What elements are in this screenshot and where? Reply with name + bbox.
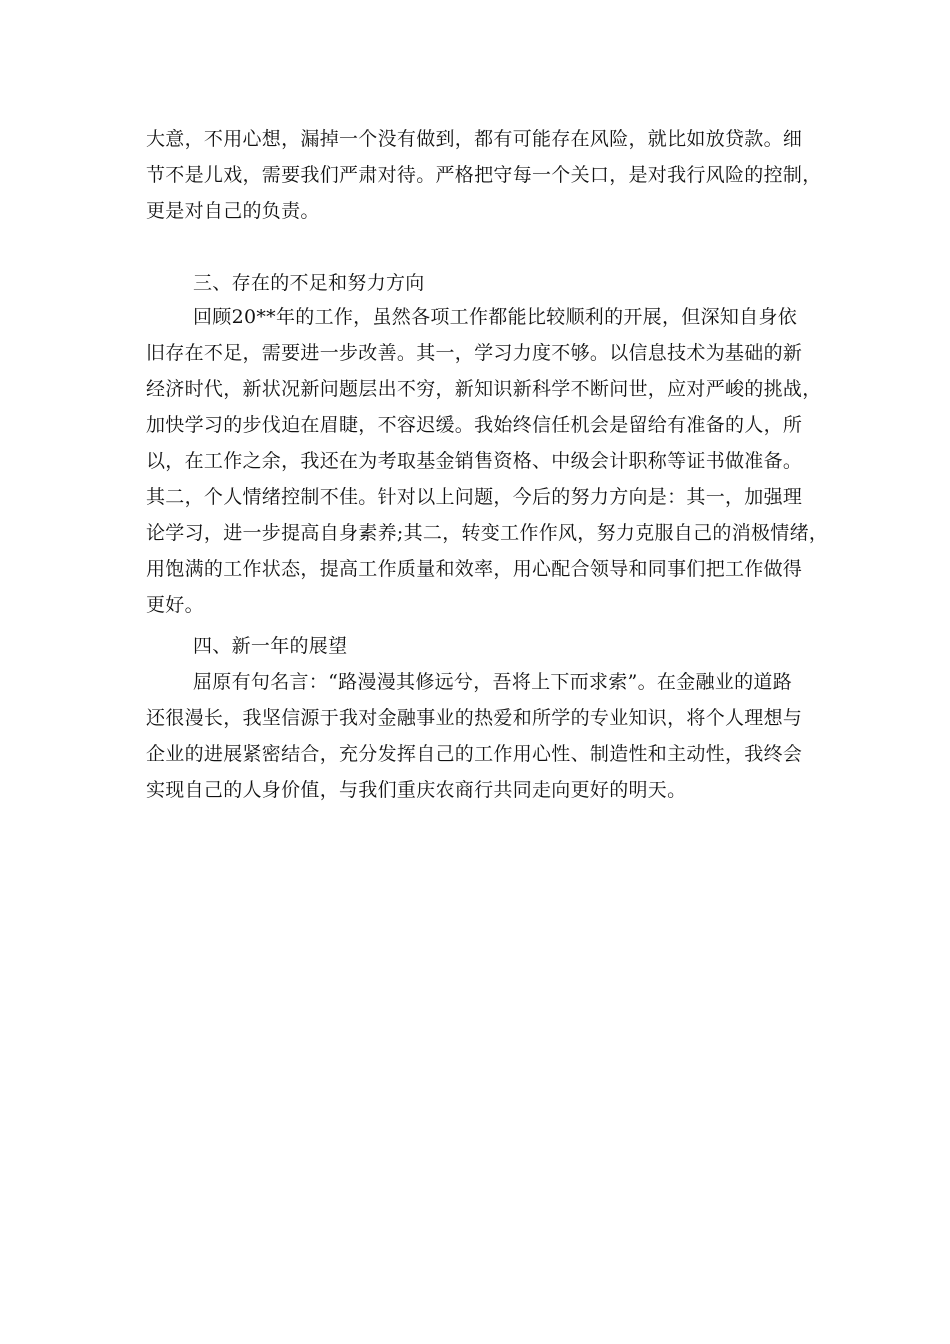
paragraph-line: 用饱满的工作状态，提高工作质量和效率，用心配合领导和同事们把工作做得	[146, 558, 803, 580]
paragraph-line: 加快学习的步伐迫在眉睫，不容迟缓。我始终信任机会是留给有准备的人，所	[146, 414, 803, 436]
paragraph-line: 回顾20**年的工作，虽然各项工作都能比较顺利的开展，但深知自身依	[193, 306, 798, 328]
paragraph-line: 经济时代，新状况新问题层出不穷，新知识新科学不断问世，应对严峻的挑战，	[146, 378, 822, 400]
paragraph-line: 大意，不用心想，漏掉一个没有做到，都有可能存在风险，就比如放贷款。细	[146, 128, 803, 150]
paragraph-line: 还很漫长，我坚信源于我对金融事业的热爱和所学的专业知识，将个人理想与	[146, 707, 803, 729]
section-heading: 三、存在的不足和努力方向	[193, 272, 425, 294]
section-heading: 四、新一年的展望	[193, 635, 348, 657]
paragraph-line: 旧存在不足，需要进一步改善。其一，学习力度不够。以信息技术为基础的新	[146, 342, 803, 364]
paragraph-line: 屈原有句名言：“路漫漫其修远兮，吾将上下而求索”。在金融业的道路	[193, 671, 793, 693]
paragraph-line: 其二，个人情绪控制不佳。针对以上问题，今后的努力方向是：其一，加强理	[146, 486, 803, 508]
paragraph-line: 更好。	[146, 594, 204, 616]
paragraph-line: 节不是儿戏，需要我们严肃对待。严格把守每一个关口，是对我行风险的控制，	[146, 164, 822, 186]
paragraph-line: 更是对自己的负责。	[146, 200, 320, 222]
paragraph-line: 论学习，进一步提高自身素养;其二，转变工作作风，努力克服自己的消极情绪，	[146, 522, 829, 544]
paragraph-line: 企业的进展紧密结合，充分发挥自己的工作用心性、制造性和主动性，我终会	[146, 743, 803, 765]
paragraph-line: 实现自己的人身价值，与我们重庆农商行共同走向更好的明天。	[146, 779, 687, 801]
paragraph-line: 以，在工作之余，我还在为考取基金销售资格、中级会计职称等证书做准备。	[146, 450, 803, 472]
